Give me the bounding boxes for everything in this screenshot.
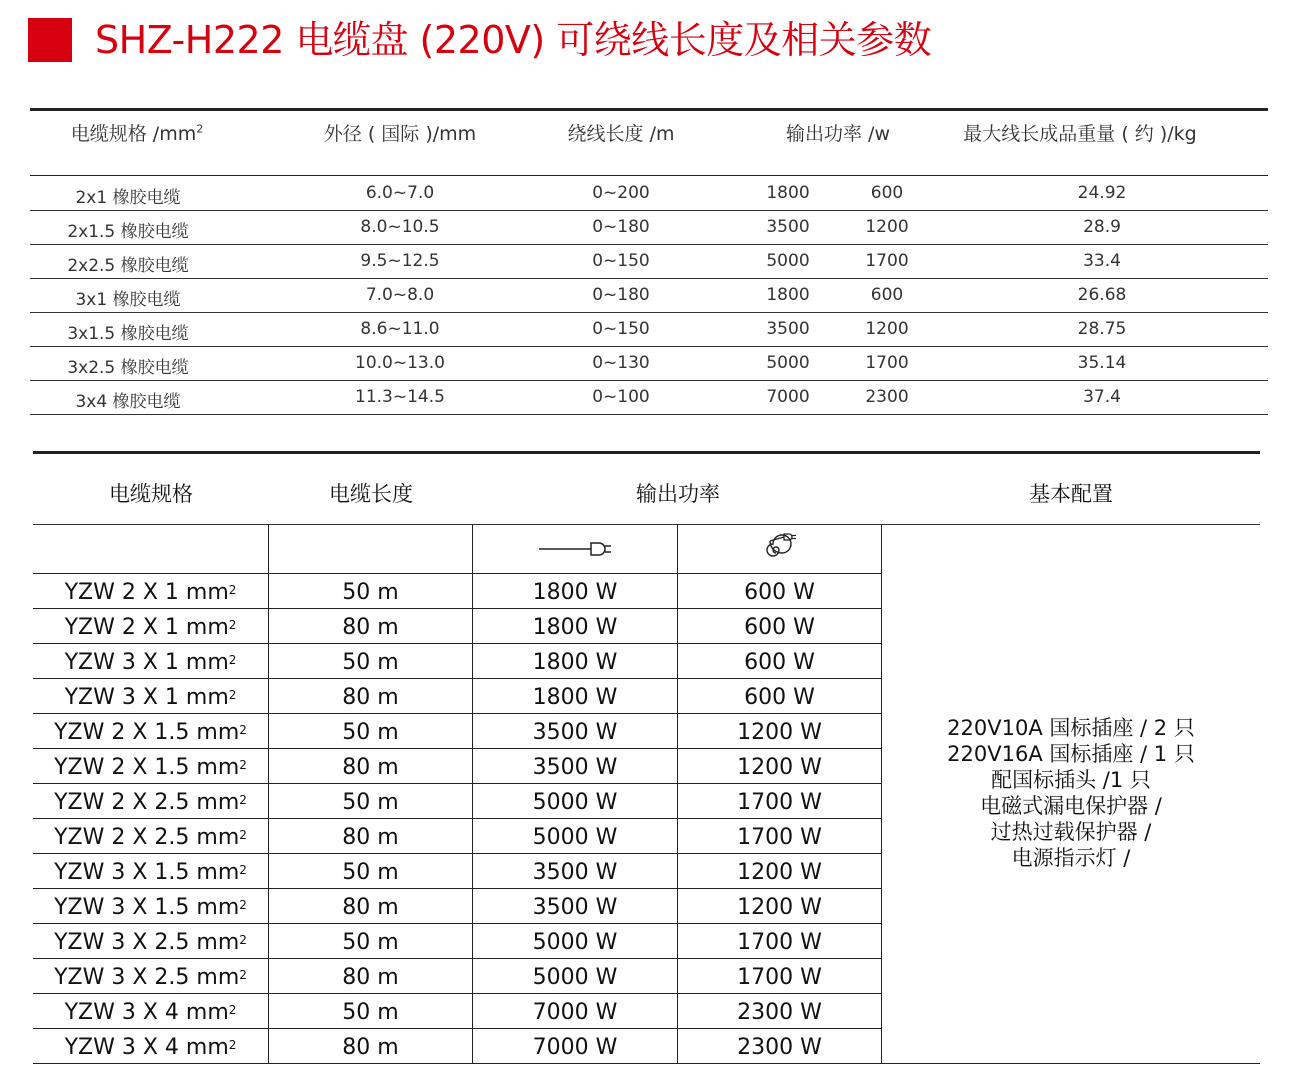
- cell-power-a: 1800: [766, 285, 810, 305]
- config-line: 配国标插头 /1 只: [991, 768, 1151, 792]
- cell-power-b: 600: [870, 285, 904, 305]
- cell-power-b: 2300 W: [678, 994, 882, 1029]
- parameter-table: [30, 108, 1268, 415]
- cell-length: 80 m: [269, 679, 473, 714]
- cell-weight: 37.4: [1083, 387, 1121, 407]
- cell-power-b: 1700 W: [678, 924, 882, 959]
- cell-power-b: 1700: [865, 353, 909, 373]
- cell-length: 0~150: [592, 319, 650, 339]
- spec-text: YZW 3 X 2.5 mm: [54, 930, 240, 955]
- cell-power-b: 1200 W: [678, 854, 882, 889]
- cell-power-a: 3500 W: [473, 889, 678, 924]
- spec-superscript: 2: [239, 792, 247, 807]
- table-row: [30, 381, 1268, 415]
- spec-superscript: 2: [228, 1037, 237, 1052]
- spec-text: YZW 3 X 1.5 mm: [54, 860, 240, 885]
- cell-spec: [33, 889, 269, 924]
- cell-length: 0~150: [592, 251, 650, 271]
- cell-power-b: 600 W: [678, 679, 882, 714]
- cell-diameter: 8.0~10.5: [360, 217, 440, 237]
- cell-length: 0~100: [592, 387, 650, 407]
- table-grid: [33, 525, 1260, 1064]
- cell-length: 0~130: [592, 353, 650, 373]
- cell-weight: 33.4: [1083, 251, 1121, 271]
- cell-power-a: 1800 W: [473, 679, 678, 714]
- cell-length: 80 m: [269, 819, 473, 854]
- header-config: 基本配置: [1029, 482, 1113, 506]
- cell-diameter: 11.3~14.5: [355, 387, 445, 407]
- cell-spec: 2x1.5 橡胶电缆: [67, 222, 189, 242]
- cell-power-b: 1700 W: [678, 959, 882, 994]
- cell-length: 0~200: [592, 183, 650, 203]
- spec-superscript: 2: [228, 1002, 237, 1017]
- spec-text: YZW 3 X 1.5 mm: [54, 895, 240, 920]
- cell-length: 50 m: [269, 854, 473, 889]
- cell-power-b: 1200 W: [678, 889, 882, 924]
- cell-spec: [33, 854, 269, 889]
- spec-text: YZW 3 X 4 mm: [64, 1000, 229, 1025]
- cell-length: 0~180: [592, 285, 650, 305]
- cell-length: 50 m: [269, 924, 473, 959]
- cell-spec: [33, 959, 269, 994]
- cell-power-a: 3500 W: [473, 854, 678, 889]
- spec-text: YZW 3 X 1 mm: [64, 685, 229, 710]
- spec-superscript: 2: [239, 827, 247, 842]
- cell-power-b: 2300: [865, 387, 909, 407]
- cell-length: 80 m: [269, 1029, 473, 1064]
- spec-text: YZW 2 X 1.5 mm: [54, 755, 240, 780]
- config-line: 电源指示灯 /: [1011, 846, 1131, 870]
- cell-length: 0~180: [592, 217, 650, 237]
- header-length: 电缆长度: [329, 482, 413, 506]
- cell-power-a: 5000 W: [473, 784, 678, 819]
- cell-spec: [33, 819, 269, 854]
- cell-power-a: 3500 W: [473, 749, 678, 784]
- spec-superscript: 2: [239, 722, 247, 737]
- cell-weight: 35.14: [1077, 353, 1127, 373]
- cell-power-a: 5000: [766, 353, 810, 373]
- cell-spec: 3x1.5 橡胶电缆: [67, 324, 189, 344]
- spec-superscript: 2: [228, 617, 237, 632]
- cell-length: 80 m: [269, 889, 473, 924]
- cell-diameter: 7.0~8.0: [365, 285, 435, 305]
- table-row: [30, 211, 1268, 245]
- cell-length: 50 m: [269, 574, 473, 609]
- config-line: 电磁式漏电保护器 /: [980, 794, 1162, 818]
- cell-spec: 2x1 橡胶电缆: [75, 188, 181, 208]
- table-row: [30, 347, 1268, 381]
- table-row: [30, 313, 1268, 347]
- header-spec: 电缆规格: [109, 482, 193, 506]
- page-title: SHZ-H222 电缆盘 (220V) 可绕线长度及相关参数: [95, 18, 932, 62]
- cell-power-a: 5000 W: [473, 959, 678, 994]
- cell-power-a: 1800 W: [473, 609, 678, 644]
- header-diameter: 外径 ( 国际 )/mm: [323, 123, 477, 145]
- spec-superscript: 2: [228, 687, 237, 702]
- table-row: [30, 245, 1268, 279]
- cell-spec: 3x2.5 橡胶电缆: [67, 358, 189, 378]
- header-spec: 电缆规格 $/mm^2$: [70, 122, 204, 145]
- cell-length: 50 m: [269, 994, 473, 1029]
- cell-power-a: 7000: [766, 387, 810, 407]
- cell-power-a: 1800: [766, 183, 810, 203]
- cell-power-a: 3500: [766, 319, 810, 339]
- spec-superscript: 2: [239, 897, 247, 912]
- cell-spec: [33, 994, 269, 1029]
- icon-row-blank: [269, 525, 473, 574]
- cell-power-b: 600 W: [678, 644, 882, 679]
- header-weight: 最大线长成品重量 ( 约 )/kg: [963, 123, 1197, 145]
- cell-length: 50 m: [269, 714, 473, 749]
- config-table: [33, 451, 1260, 1064]
- spec-text: YZW 3 X 1 mm: [64, 650, 229, 675]
- cell-power-a: 5000 W: [473, 819, 678, 854]
- spec-superscript: 2: [239, 862, 247, 877]
- config-line: 220V10A 国标插座 / 2 只: [947, 716, 1195, 740]
- cell-power-b: 1700 W: [678, 819, 882, 854]
- cell-weight: 28.75: [1077, 319, 1127, 339]
- icon-row-blank: [33, 525, 269, 574]
- cell-power-a: 5000 W: [473, 924, 678, 959]
- cell-power-a: 5000: [766, 251, 810, 271]
- cell-length: 80 m: [269, 609, 473, 644]
- config-line: 过热过载保护器 /: [990, 820, 1152, 844]
- cell-power-b: 1200 W: [678, 749, 882, 784]
- cell-diameter: 9.5~12.5: [360, 251, 440, 271]
- cell-diameter: 10.0~13.0: [355, 353, 445, 373]
- cell-power-a: 7000 W: [473, 994, 678, 1029]
- cell-diameter: 8.6~11.0: [360, 319, 440, 339]
- cell-length: 50 m: [269, 784, 473, 819]
- table-row: [30, 177, 1268, 211]
- cell-weight: 24.92: [1077, 183, 1127, 203]
- header-length: 绕线长度 /m: [567, 123, 675, 145]
- cell-spec: [33, 679, 269, 714]
- table-header: [30, 111, 1268, 176]
- cell-weight: 28.9: [1083, 217, 1121, 237]
- cell-power-b: 600: [870, 183, 904, 203]
- cell-spec: [33, 609, 269, 644]
- header-power: 输出功率: [636, 482, 720, 506]
- spec-text: YZW 3 X 4 mm: [64, 1035, 229, 1060]
- cell-power-b: 600 W: [678, 574, 882, 609]
- uncoiled-cable-plug-icon: [473, 525, 678, 574]
- cell-length: 80 m: [269, 959, 473, 994]
- basic-config-cell: [882, 525, 1260, 1064]
- cell-spec: 2x2.5 橡胶电缆: [67, 256, 189, 276]
- spec-superscript: 2: [239, 932, 247, 947]
- spec-superscript: 2: [239, 967, 247, 982]
- table-header: [33, 454, 1260, 525]
- cell-diameter: 6.0~7.0: [365, 183, 435, 203]
- cell-spec: 3x4 橡胶电缆: [75, 392, 181, 412]
- cell-power-b: 1200 W: [678, 714, 882, 749]
- table-row: [30, 279, 1268, 313]
- spec-superscript: 2: [228, 652, 237, 667]
- cell-power-b: 1200: [865, 217, 909, 237]
- table-body: [30, 177, 1268, 415]
- spec-text: YZW 2 X 1 mm: [64, 615, 229, 640]
- cell-power-b: 1700 W: [678, 784, 882, 819]
- cell-length: 50 m: [269, 644, 473, 679]
- cell-power-a: 3500 W: [473, 714, 678, 749]
- cell-power-a: 3500: [766, 217, 810, 237]
- title-marker: [28, 18, 72, 62]
- cell-power-b: 2300 W: [678, 1029, 882, 1064]
- spec-superscript: 2: [228, 582, 237, 597]
- spec-text: YZW 2 X 2.5 mm: [54, 790, 240, 815]
- cell-spec: [33, 924, 269, 959]
- cell-spec: [33, 749, 269, 784]
- cell-power-a: 1800 W: [473, 574, 678, 609]
- spec-text: YZW 2 X 1.5 mm: [54, 720, 240, 745]
- spec-text: YZW 3 X 2.5 mm: [54, 965, 240, 990]
- cell-power-a: 1800 W: [473, 644, 678, 679]
- spec-text: YZW 2 X 2.5 mm: [54, 825, 240, 850]
- cell-power-b: 1700: [865, 251, 909, 271]
- cell-length: 80 m: [269, 749, 473, 784]
- cell-spec: 3x1 橡胶电缆: [75, 290, 181, 310]
- cell-spec: [33, 1029, 269, 1064]
- header-power: 输出功率 /w: [786, 123, 890, 145]
- coiled-cable-plug-icon: [678, 525, 882, 574]
- spec-text: YZW 2 X 1 mm: [64, 580, 229, 605]
- cell-spec: [33, 644, 269, 679]
- cell-power-b: 600 W: [678, 609, 882, 644]
- cell-power-a: 7000 W: [473, 1029, 678, 1064]
- spec-superscript: 2: [239, 757, 247, 772]
- cell-spec: [33, 574, 269, 609]
- cell-weight: 26.68: [1077, 285, 1127, 305]
- cell-power-b: 1200: [865, 319, 909, 339]
- cell-spec: [33, 784, 269, 819]
- cell-spec: [33, 714, 269, 749]
- config-line: 220V16A 国标插座 / 1 只: [947, 742, 1195, 766]
